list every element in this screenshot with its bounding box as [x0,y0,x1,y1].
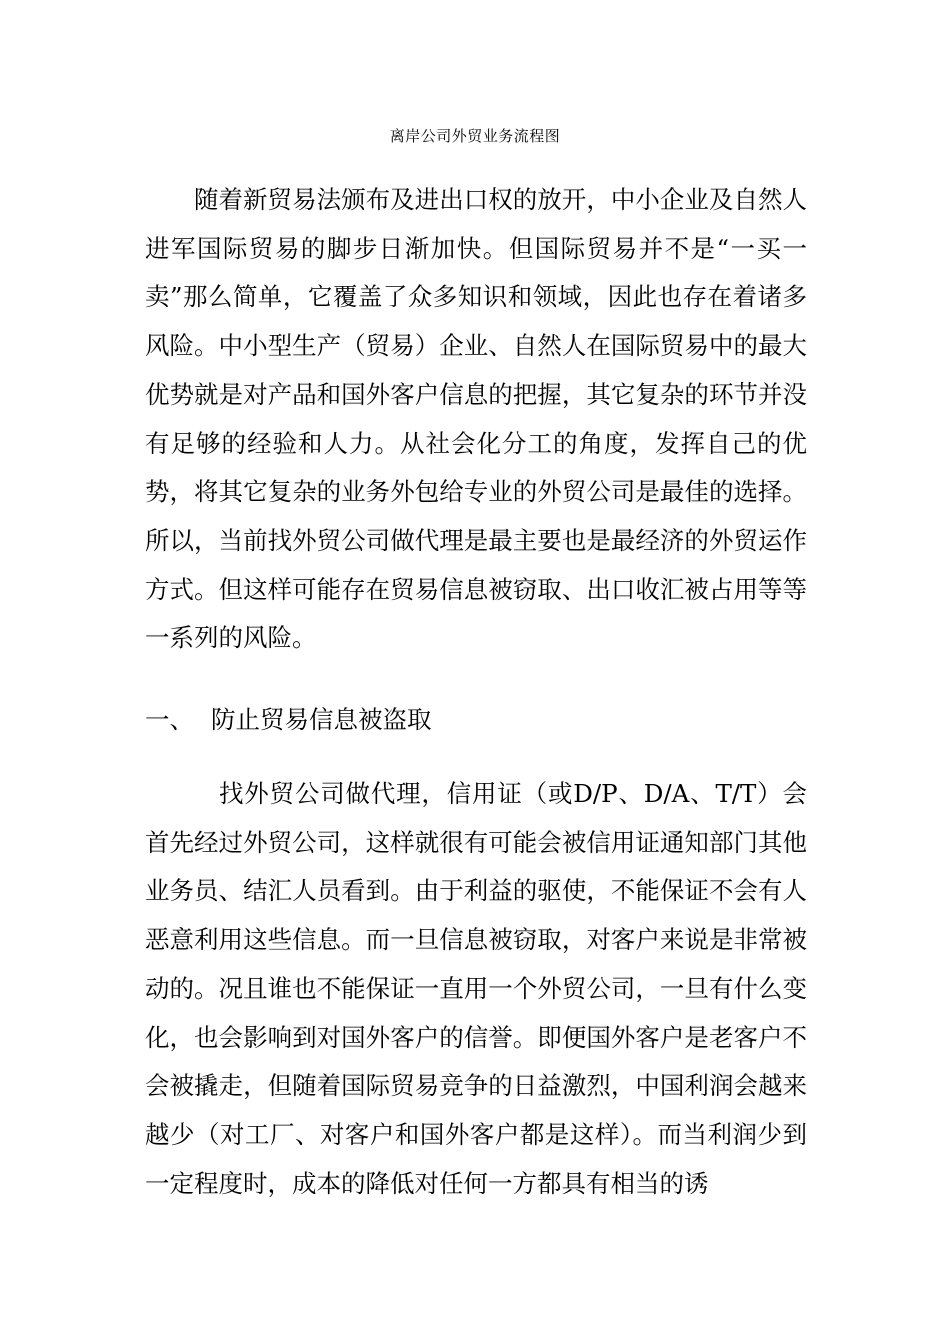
section-paragraph: 找外贸公司做代理，信用证（或D/P、D/A、T/T）会首先经过外贸公司，这样就很有可能会被信用证通知部门其他业务员、结汇人员看到。由于利益的驱使，不能保证不会有人恶意利用这些信息。而一旦信息被窃取，对客户来说是非常被动的。况且谁也不能保证一直用一个外贸公司，一旦有什么变化，也会影响到对国外客户的信誉。即便国外客户是老客户不会被撬走，但随着国际贸易竞争的日益激烈，中国利润会越来越少（对工厂、对客户和国外客户都是这样）。而当利润少到一定程度时，成本的降低对任何一方都具有相当的诱 [145,779,807,1198]
document-title: 离岸公司外贸业务流程图 [389,127,561,145]
section-number: 一、 [145,705,194,734]
section-title: 防止贸易信息被盗取 [211,705,432,734]
intro-paragraph: 随着新贸易法颁布及进出口权的放开，中小企业及自然人进军国际贸易的脚步日渐加快。但国际贸易并不是“一买一卖”那么简单，它覆盖了众多知识和领域，因此也存在着诸多风险。中小型生产（贸易）企业、自然人在国际贸易中的最大优势就是对产品和国外客户信息的把握，其它复杂的环节并没有足够的经验和人力。从社会化分工的角度，发挥自己的优势，将其它复杂的业务外包给专业的外贸公司是最佳的选择。所以，当前找外贸公司做代理是最主要也是最经济的外贸运作方式。但这样可能存在贸易信息被窃取、出口收汇被占用等等一系列的风险。 [145,185,807,653]
section-heading [145,696,807,745]
